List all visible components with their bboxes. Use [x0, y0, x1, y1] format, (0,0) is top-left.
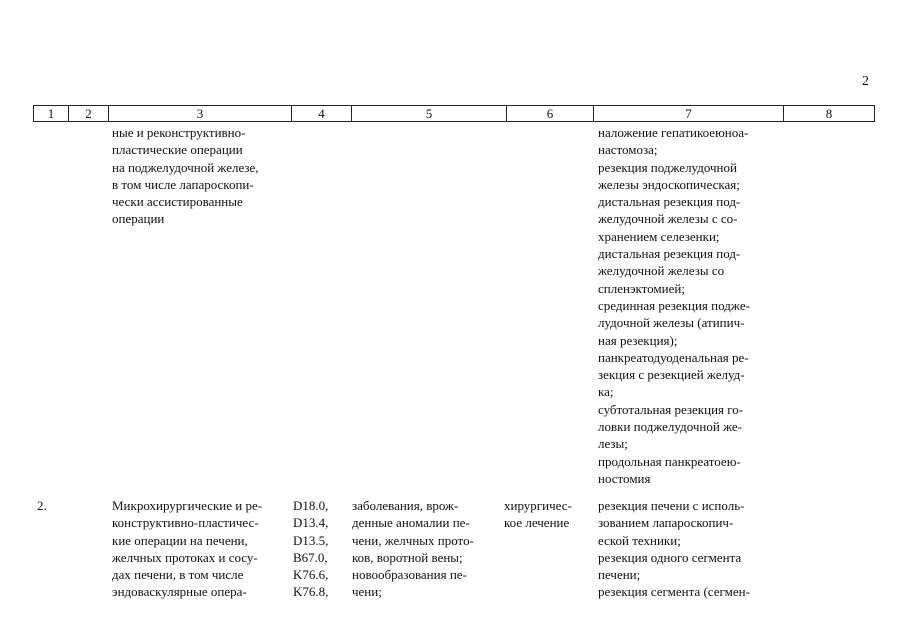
header-col-1: 1: [34, 106, 69, 121]
continuation-col7-text: наложение гепатикоеюноа- настомоза; резекция поджелудочной железы эндоскопическая; дистальная резекция под- желудочной железы с со- хранением селезенки; дистальная резекция под- желудочной железы со спленэктомией; срединная резекция поджe- лудочной железы (атипич- ная резекция); панкреатодуоденальная ре- зекция с резекцией желуд- ка; субтотальная резекция го- ловки поджелудочной же- лезы; продольная панкреатоею- ностомия: [598, 125, 750, 486]
header-col-5: 5: [352, 106, 507, 121]
row-number: 2.: [37, 498, 47, 513]
page-number: 2: [862, 74, 869, 89]
row2-col7-text: резекция печени с исполь- зованием лапароскопич- еской техники; резекция одного сегмента печени; резекция сегмента (сегмен-: [598, 498, 750, 600]
row2-col6-text: хирургичес- кое лечение: [504, 498, 572, 531]
code-item: K76.6,: [293, 567, 329, 583]
header-col-6: 6: [507, 106, 594, 121]
header-col-3: 3: [109, 106, 292, 121]
row2-col3-text: Микрохирургические и ре- конструктивно-пластичес- кие операции на печени, желчных протоках и сосу- дах печени, в том числе эндоваскулярные опера-: [112, 498, 263, 600]
header-col-7: 7: [594, 106, 784, 121]
code-item: D13.5,: [293, 532, 329, 548]
table-header-row: [33, 105, 875, 122]
header-col-2: 2: [69, 106, 109, 121]
code-item: D18.0,: [293, 498, 329, 513]
header-col-8: 8: [825, 106, 833, 121]
header-col-4: 4: [292, 106, 352, 121]
code-item: B67.0,: [293, 549, 328, 565]
row2-codes: [293, 497, 328, 601]
code-item: K76.8,: [293, 584, 329, 600]
row2-col5-text: заболевания, врож- денные аномалии пе- чени, желчных прото- ков, воротной вены; новообразования пе- чени;: [352, 498, 474, 600]
continuation-col3-text: ные и реконструктивно- пластические операции на поджелудочной железе, в том числе лапароскопи- чески ассистированные операции: [112, 125, 259, 227]
code-item: D13.4,: [293, 515, 329, 531]
